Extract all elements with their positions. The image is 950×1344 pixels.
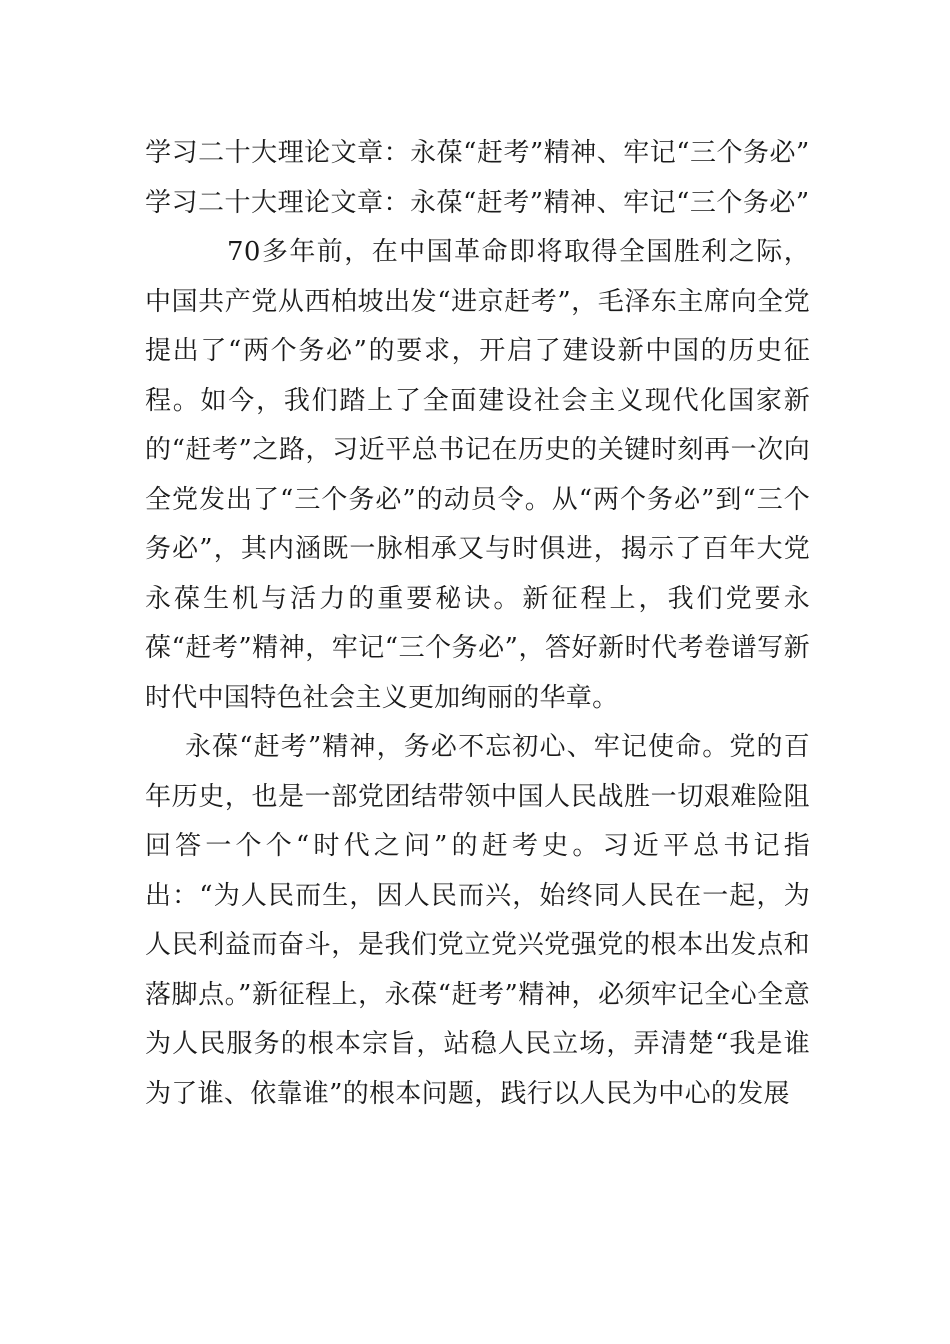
document-page: [145, 128, 810, 1119]
body-paragraph-1: 70多年前，在中国革命即将取得全国胜利之际，中国共产党从西柏坡出发“进京赶考”，毛泽东主席向全党提出了“两个务必”的要求，开启了建设新中国的历史征程。如今，我们踏上了全面建设社会主义现代化国家新的“赶考”之路，习近平总书记在历史的关键时刻再一次向全党发出了“三个务必”的动员令。从“两个务必”到“三个务必”，其内涵既一脉相承又与时俱进，揭示了百年大党永葆生机与活力的重要秘诀。新征程上，我们党要永葆“赶考”精神，牢记“三个务必”，答好新时代考卷谱写新时代中国特色社会主义更加绚丽的华章。: [145, 237, 810, 713]
document-subtitle: 学习二十大理论文章：永葆“赶考”精神、牢记“三个务必”: [145, 188, 810, 218]
document-title: 学习二十大理论文章：永葆“赶考”精神、牢记“三个务必”: [145, 138, 810, 168]
body-paragraph-2: 永葆“赶考”精神，务必不忘初心、牢记使命。党的百年历史，也是一部党团结带领中国人民战胜一切艰难险阻回答一个个“时代之问”的赶考史。习近平总书记指出：“为人民而生，因人民而兴，始终同人民在一起，为人民利益而奋斗，是我们党立党兴党强党的根本出发点和落脚点。”新征程上，永葆“赶考”精神，必须牢记全心全意为人民服务的根本宗旨，站稳人民立场，弄清楚“我是谁为了谁、依靠谁”的根本问题，践行以人民为中心的发展: [145, 732, 810, 1109]
